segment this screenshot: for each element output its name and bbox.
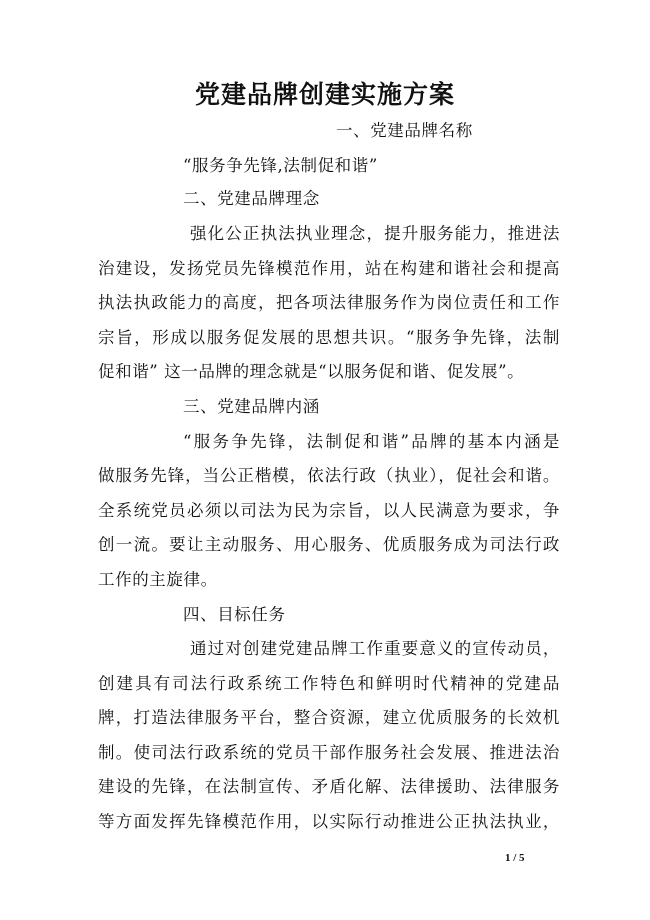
- brand-name-text: “服务争先锋,法制促和谐”: [183, 156, 378, 175]
- concept-line-3: 执法执政能力的高度，把各项法律服务作为岗位责任和工作: [98, 293, 560, 312]
- connotation-line-4: 创一流。要让主动服务、用心服务、优质服务成为司法行政: [98, 535, 560, 554]
- page-number: 1 / 5: [505, 852, 525, 864]
- page-title: 党建品牌创建实施方案: [194, 80, 455, 109]
- heading-goals: 四、目标任务: [183, 605, 286, 624]
- goals-line-2: 创建具有司法行政系统工作特色和鲜明时代精神的党建品: [98, 674, 560, 693]
- heading-brand-name: 一、党建品牌名称: [336, 121, 473, 140]
- heading-brand-concept: 二、党建品牌理念: [183, 189, 320, 208]
- connotation-line-3: 全系统党员必须以司法为民为宗旨，以人民满意为要求，争: [98, 501, 560, 520]
- goals-line-1: 通过对创建党建品牌工作重要意义的宣传动员，: [190, 639, 560, 658]
- goals-line-6: 等方面发挥先锋模范作用，以实际行动推进公正执法执业，: [98, 812, 560, 831]
- concept-line-5: 促和谐” 这一品牌的理念就是“以服务促和谐、促发展”。: [98, 362, 525, 381]
- concept-line-1: 强化公正执法执业理念，提升服务能力，推进法: [190, 224, 560, 243]
- concept-line-4: 宗旨，形成以服务促发展的思想共识。“服务争先锋，法制: [98, 328, 560, 347]
- goals-line-3: 牌，打造法律服务平台，整合资源，建立优质服务的长效机: [98, 708, 560, 727]
- goals-line-5: 建设的先锋，在法制宣传、矛盾化解、法律援助、法律服务: [98, 777, 560, 796]
- heading-brand-connotation: 三、党建品牌内涵: [183, 397, 320, 416]
- connotation-line-5: 工作的主旋律。: [98, 570, 218, 589]
- connotation-line-2: 做服务先锋，当公正楷模，依法行政（执业），促社会和谐。: [98, 466, 560, 485]
- concept-line-2: 治建设，发扬党员先锋模范作用，站在构建和谐社会和提高: [98, 259, 560, 278]
- goals-line-4: 制。使司法行政系统的党员干部作服务社会发展、推进法治: [98, 743, 560, 762]
- connotation-line-1: “服务争先锋，法制促和谐”品牌的基本内涵是: [183, 432, 560, 451]
